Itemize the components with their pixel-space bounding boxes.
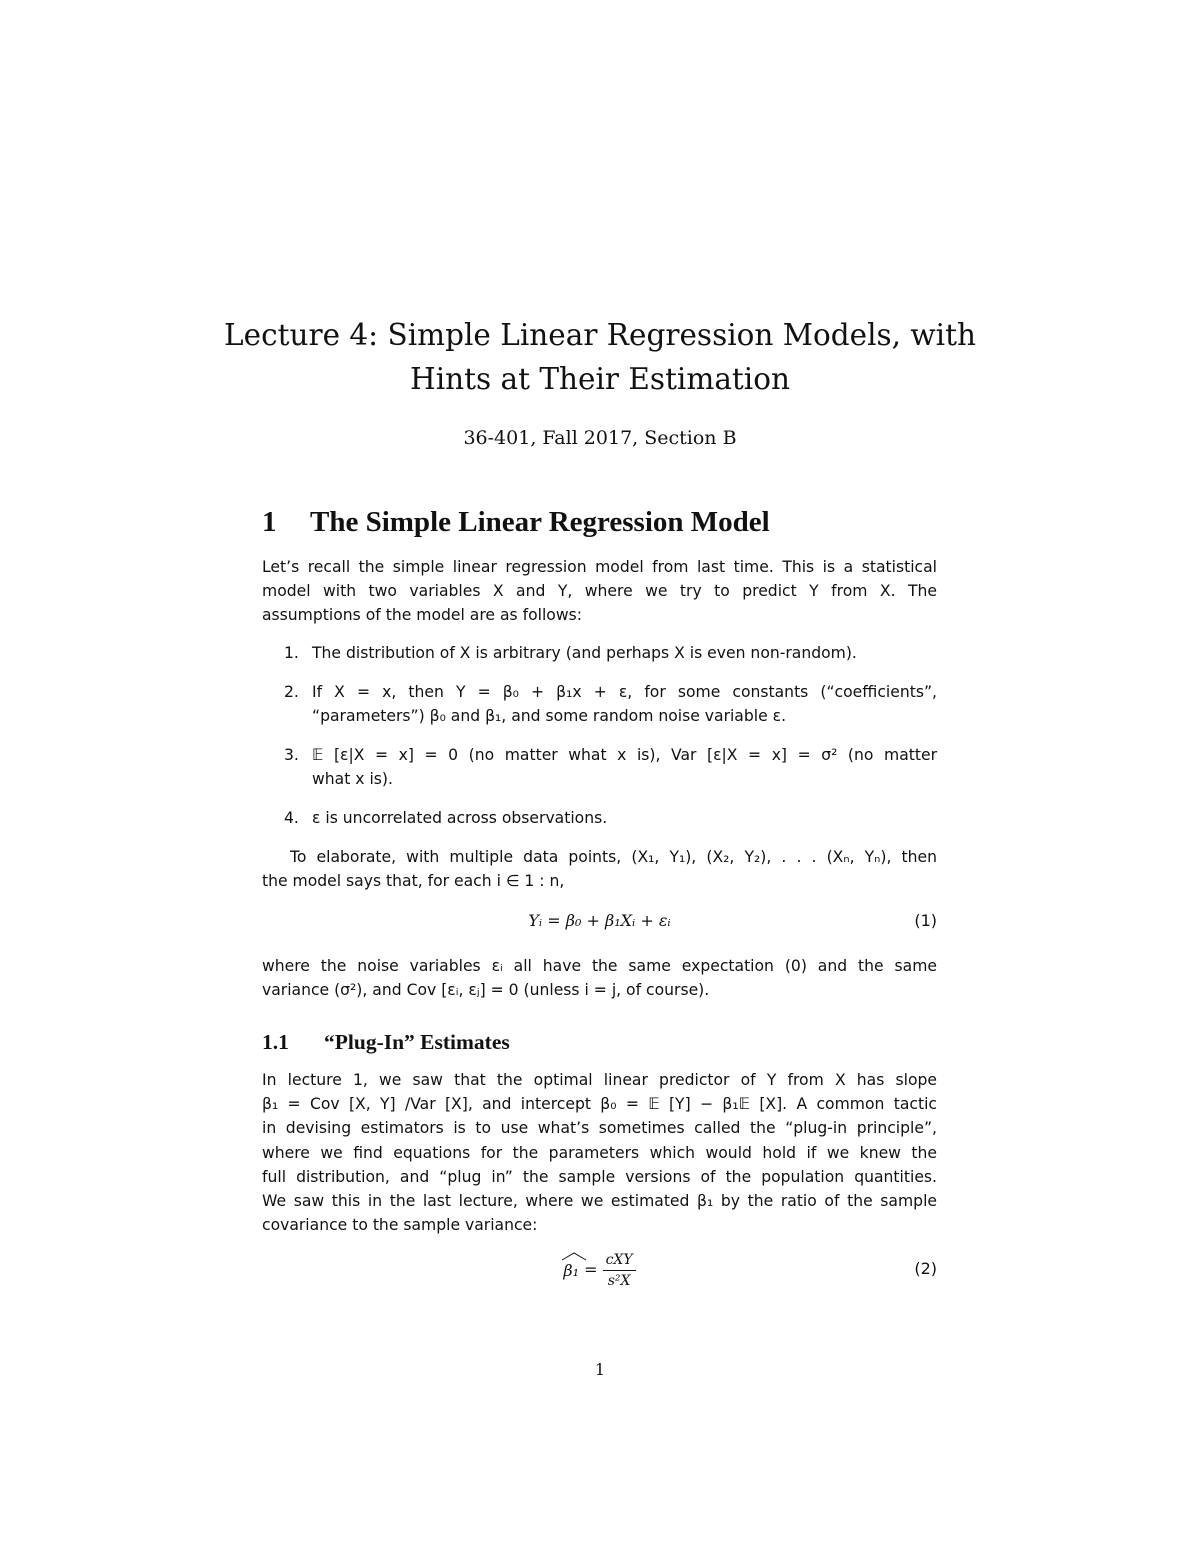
section-1-1-heading [262,1027,510,1057]
fraction [603,1250,636,1291]
equation-1-number: (1) [914,911,937,930]
plug-in-line: covariance to the sample variance: [262,1216,538,1235]
assumption-text: 𝔼 [ε|X = x] = 0 (no matter what x is), Var [ε|X = x] = σ² (no matter [312,746,937,764]
plug-in-paragraph [262,1068,937,1237]
equation-2-lhs: β₁ [563,1261,579,1280]
list-marker: 2. [284,683,299,701]
section-1-title: The Simple Linear Regression Model [310,506,770,538]
equals-sign: = [584,1260,603,1279]
title-line-2: Hints at Their Estimation [410,362,790,396]
equation-2 [262,1250,937,1294]
equation-2-number: (2) [914,1259,937,1278]
intro-line: assumptions of the model are as follows: [262,606,582,625]
plug-in-line: in devising estimators is to use what’s sometimes called the “plug-in principle”, [262,1119,937,1138]
list-marker: 1. [284,644,299,662]
plug-in-line: where we find equations for the parameters which would hold if we knew the [262,1143,937,1162]
equation-1-expression: Yᵢ = β₀ + β₁Xᵢ + εᵢ [528,911,671,930]
plug-in-line: β₁ = Cov [X, Y] /Var [X], and intercept β₀ = 𝔼 [Y] − β₁𝔼 [X]. A common tactic [262,1095,937,1114]
assumption-text: The distribution of X is arbitrary (and perhaps X is even non-random). [312,644,857,662]
beta-hat [563,1261,579,1280]
plug-in-line: In lecture 1, we saw that the optimal linear predictor of Y from X has slope [262,1071,937,1089]
assumption-text: ε is uncorrelated across observations. [312,809,608,827]
page-number: 1 [594,1360,606,1379]
title-line-1: Lecture 4: Simple Linear Regression Models, with [224,318,976,352]
fraction-denominator: s²X [607,1273,631,1289]
section-1-intro-paragraph [262,555,937,628]
equation-2-expression [262,1250,937,1291]
elaborate-line: the model says that, for each i ∈ 1 : n, [262,872,565,891]
intro-line: model with two variables X and Y, where we try to predict Y from X. The [262,582,937,601]
course-subtitle: 36-401, Fall 2017, Section B [463,427,737,449]
list-marker: 3. [284,746,299,764]
elaborate-paragraph [262,845,937,893]
intro-line: Let’s recall the simple linear regression model from last time. This is a statistical [262,558,937,576]
assumption-text: If X = x, then Y = β₀ + β₁x + ε, for some constants (“coefficients”, [312,683,937,701]
section-1-number: 1 [262,506,277,538]
noise-line: variance (σ²), and Cov [εᵢ, εⱼ] = 0 (unless i = j, of course). [262,981,710,1000]
assumption-text: “parameters”) β₀ and β₁, and some random noise variable ε. [312,707,787,726]
list-marker: 4. [284,809,299,827]
fraction-numerator: cXY [603,1250,636,1271]
section-1-1-title: “Plug-In” Estimates [324,1030,510,1054]
elaborate-line: To elaborate, with multiple data points, (X₁, Y₁), (X₂, Y₂), . . . (Xₙ, Yₙ), then [290,848,937,866]
section-1-heading [262,502,770,542]
equation-1 [262,911,937,937]
assumption-text: what x is). [312,770,393,789]
wide-hat-icon [561,1251,587,1261]
document-title [200,313,1000,401]
noise-line: where the noise variables εᵢ all have the same expectation (0) and the same [262,957,937,975]
section-1-1-number: 1.1 [262,1030,289,1054]
plug-in-line: full distribution, and “plug in” the sample versions of the population quantities. [262,1167,937,1186]
noise-paragraph [262,954,937,1002]
plug-in-line: We saw this in the last lecture, where we estimated β₁ by the ratio of the sample [262,1191,937,1210]
